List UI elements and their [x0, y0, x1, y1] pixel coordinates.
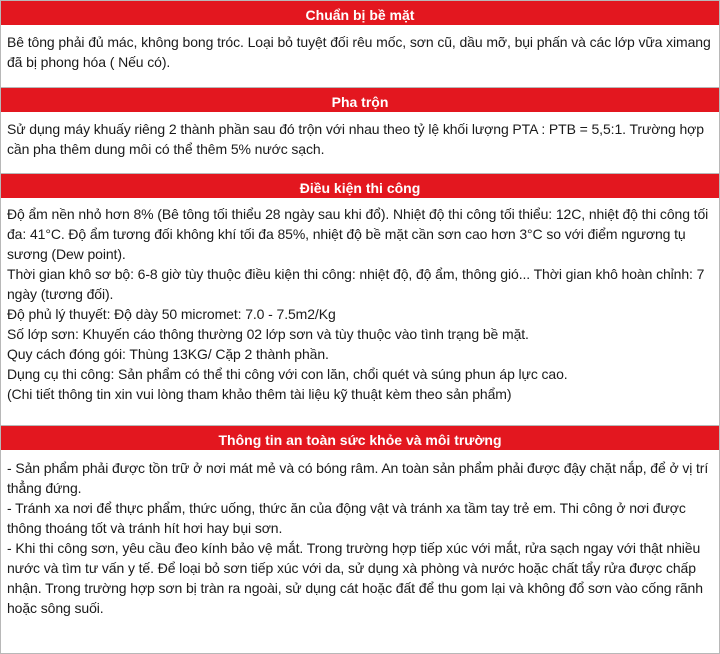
- section-title: Thông tin an toàn sức khỏe và môi trường: [1, 426, 719, 450]
- section-body: [1, 112, 719, 173]
- section-body: [1, 25, 719, 87]
- section-surface-preparation: [1, 1, 719, 87]
- section-mixing: [1, 87, 719, 173]
- section-application-conditions: [1, 173, 719, 425]
- section-title: Pha trộn: [1, 88, 719, 112]
- paragraph: - Sản phẩm phải được tồn trữ ở nơi mát mẻ và có bóng râm. An toàn sản phẩm phải được đậy chặt nắp, để ở vị trí thẳng đứng.: [7, 460, 709, 496]
- section-health-safety-environment: [1, 425, 719, 644]
- paragraph: Độ phủ lý thuyết: Độ dày 50 micromet: 7.0 - 7.5m2/Kg: [7, 306, 336, 322]
- section-body: [1, 450, 719, 644]
- paragraph: - Tránh xa nơi để thực phẩm, thức uống, thức ăn của động vật và tránh xa tầm tay trẻ em. Thi công ở nơi được thông thoáng tốt và tránh hít hơi hay bụi sơn.: [7, 500, 686, 536]
- paragraph: Sử dụng máy khuấy riêng 2 thành phần sau đó trộn với nhau theo tỷ lệ khối lượng PTA : PTB = 5,5:1. Trường hợp cần pha thêm dung môi có thể thêm 5% nước sạch.: [7, 121, 704, 157]
- paragraph: Thời gian khô sơ bộ: 6-8 giờ tùy thuộc điều kiện thi công: nhiệt độ, độ ẩm, thông gió... Thời gian khô hoàn chỉnh: 7 ngày (tương đối).: [7, 266, 705, 302]
- section-title: Chuẩn bị bề mặt: [1, 1, 719, 25]
- paragraph: Bê tông phải đủ mác, không bong tróc. Loại bỏ tuyệt đối rêu mốc, sơn cũ, dầu mỡ, bụi phấn và các lớp vữa ximang đã bị phong hóa ( Nếu có).: [7, 34, 711, 70]
- paragraph: Dụng cụ thi công: Sản phẩm có thể thi công với con lăn, chổi quét và súng phun áp lực cao.: [7, 366, 568, 382]
- paragraph: - Khi thi công sơn, yêu cầu đeo kính bảo vệ mắt. Trong trường hợp tiếp xúc với mắt, rửa sạch ngay với thật nhiều nước và tìm tư vấn y tế. Để loại bỏ sơn tiếp xúc với da, sử dụng xà phòng và nước hoặc chất tẩy rửa được chấp nhận. Trong trường hợp sơn bị tràn ra ngoài, sử dụng cát hoặc đất để thu gom lại và không đổ sơn vào cống rãnh hoặc sông suối.: [7, 540, 703, 616]
- paragraph: Số lớp sơn: Khuyến cáo thông thường 02 lớp sơn và tùy thuộc vào tình trạng bề mặt.: [7, 326, 529, 342]
- paragraph: (Chi tiết thông tin xin vui lòng tham khảo thêm tài liệu kỹ thuật kèm theo sản phẩm): [7, 386, 512, 402]
- section-title: Điều kiện thi công: [1, 174, 719, 198]
- paragraph: Quy cách đóng gói: Thùng 13KG/ Cặp 2 thành phần.: [7, 346, 329, 362]
- section-body: [1, 198, 719, 425]
- paragraph: Độ ẩm nền nhỏ hơn 8% (Bê tông tối thiểu 28 ngày sau khi đổ). Nhiệt độ thi công tối thiểu: 12C, nhiệt độ thi công tối đa: 41°C. Độ ẩm tương đối không khí tối đa 85%, nhiệt độ bề mặt cần sơn cao hơn 3°C so với điểm ngương tụ sương (Dew point).: [7, 206, 709, 262]
